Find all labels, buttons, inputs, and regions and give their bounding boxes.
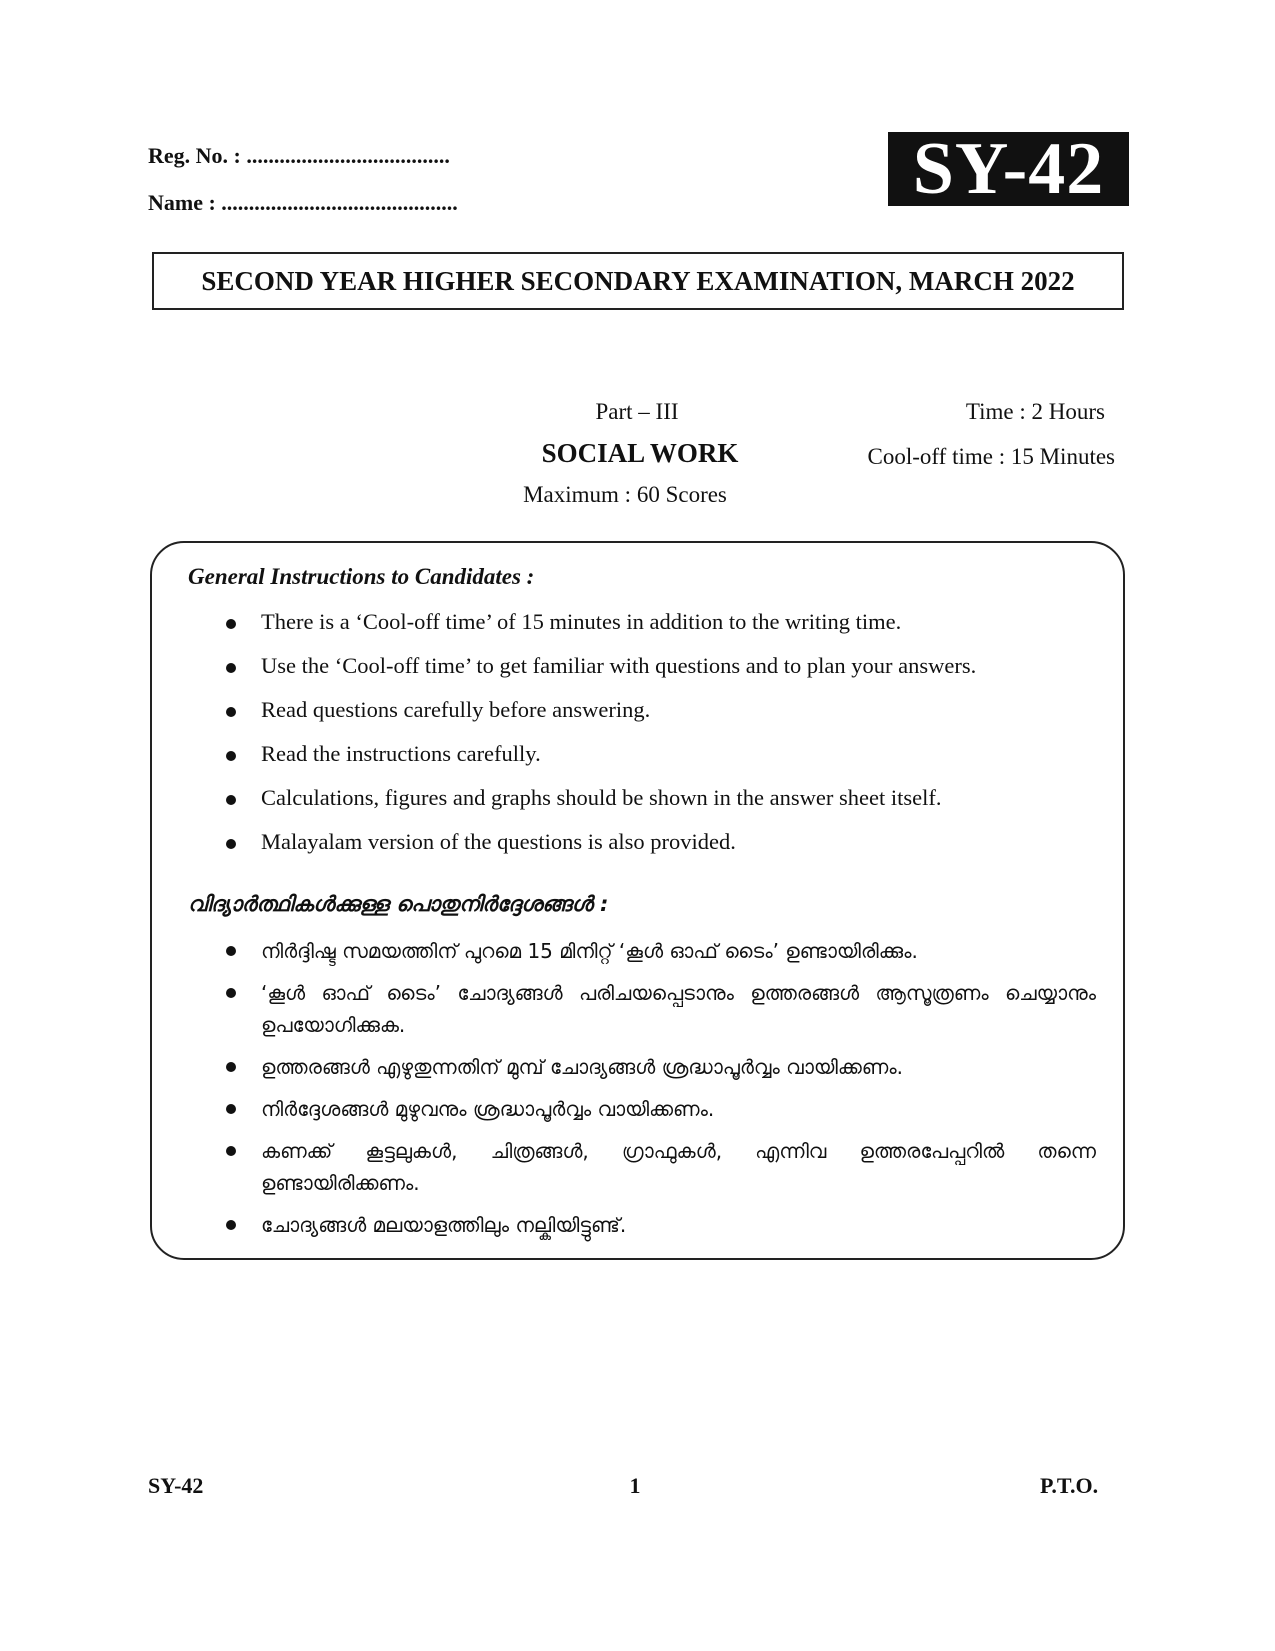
instruction-item: Use the ‘Cool-off time’ to get familiar with questions and to plan your answers. [226,651,1106,695]
instruction-item: Read questions carefully before answering. [226,695,1106,739]
instruction-item-ml: നിർദ്ദേശങ്ങൾ മുഴുവനും ശ്രദ്ധാപൂർവ്വം വായിക്കണം. [226,1093,1096,1125]
page-number: 1 [629,1473,641,1498]
instruction-item-ml: ഉത്തരങ്ങൾ എഴുതുന്നതിന് മുമ്പ് ചോദ്യങ്ങൾ ശ്രദ്ധാപൂർവ്വം വായിക്കണം. [226,1051,1096,1083]
max-score: Maximum : 60 Scores [523,482,727,507]
exam-time: Time : 2 Hours [965,399,1105,424]
instruction-item: Calculations, figures and graphs should be shown in the answer sheet itself. [226,783,1106,827]
exam-title: SECOND YEAR HIGHER SECONDARY EXAMINATION, MARCH 2022 [152,252,1124,310]
instruction-item: Malayalam version of the questions is also provided. [226,827,1106,871]
paper-part: Part – III [595,399,679,424]
footer-pto: P.T.O. [1040,1473,1099,1498]
instruction-item-ml: നിർദ്ദിഷ്ട സമയത്തിന് പുറമെ 15 മിനിറ്റ് ‘കൂൾ ഓഫ് ടൈം’ ഉണ്ടായിരിക്കും. [226,935,1096,967]
instructions-ml-list [226,935,1096,1251]
instruction-item: There is a ‘Cool-off time’ of 15 minutes in addition to the writing time. [226,607,1106,651]
instruction-item-ml: കണക്ക് കൂട്ടലുകൾ, ചിത്രങ്ങൾ, ഗ്രാഫുകൾ, എന്നിവ ഉത്തരപേപ്പറിൽ തന്നെ ഉണ്ടായിരിക്കണം. [226,1135,1096,1199]
instruction-item-ml: ‘കൂൾ ഓഫ് ടൈം’ ചോദ്യങ്ങൾ പരിചയപ്പെടാനും ഉത്തരങ്ങൾ ആസൂത്രണം ചെയ്യാനും ഉപയോഗിക്കുക. [226,977,1096,1041]
instruction-item: Read the instructions carefully. [226,739,1106,783]
paper-subject: SOCIAL WORK [541,438,739,468]
instructions-en-list [226,607,1106,871]
reg-no-field: Reg. No. : ..................................... [148,143,450,168]
instructions-en-title: General Instructions to Candidates : [188,564,535,589]
instructions-ml-title: വിദ്യാർത്ഥികൾക്കുള്ള പൊതുനിർദ്ദേശങ്ങൾ : [188,892,609,916]
cool-off-time: Cool-off time : 15 Minutes [867,444,1115,469]
paper-code-badge: SY-42 [888,132,1129,206]
footer-code: SY-42 [148,1473,204,1498]
instruction-item-ml: ചോദ്യങ്ങൾ മലയാളത്തിലും നല്കിയിട്ടുണ്ട്. [226,1209,1096,1241]
name-field: Name : ........................................... [148,190,458,215]
